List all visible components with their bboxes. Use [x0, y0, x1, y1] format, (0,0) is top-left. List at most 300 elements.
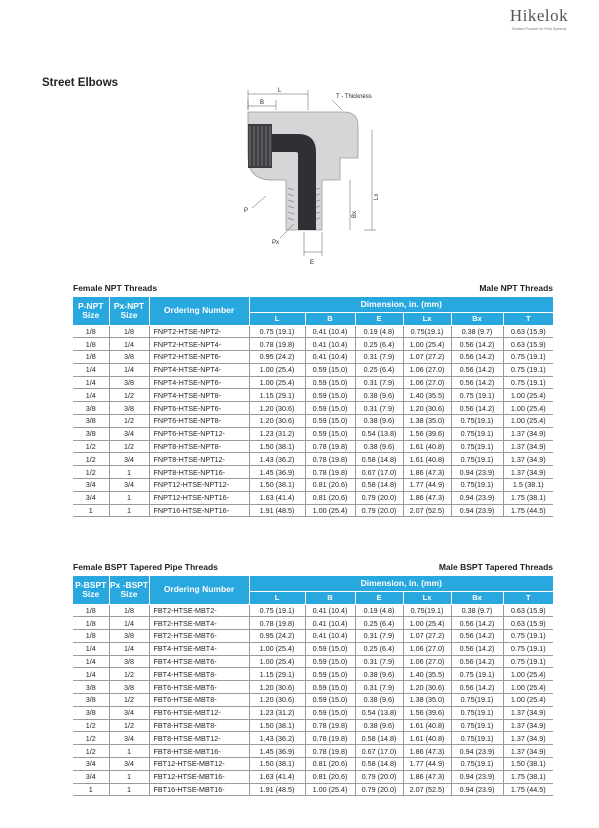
table-cell: 0.41 (10.4)	[305, 630, 355, 643]
table-cell: FBT2-HTSE-MBT4-	[149, 617, 249, 630]
table-cell: 1.00 (25.4)	[503, 694, 553, 707]
table-cell: 1/2	[73, 466, 109, 479]
table-cell: 0.79 (20.0)	[355, 491, 403, 504]
table-cell: 0.59 (15.0)	[305, 402, 355, 415]
table-cell: FNPT12-HTSE-NPT12-	[149, 479, 249, 492]
table-cell: FBT2-HTSE-MBT6-	[149, 630, 249, 643]
table-cell: 0.31 (7.9)	[355, 655, 403, 668]
table-cell: 3/8	[73, 681, 109, 694]
table-cell: 1.00 (25.4)	[249, 642, 305, 655]
table-cell: 0.75 (19.1)	[503, 655, 553, 668]
table-cell: 0.79 (20.0)	[355, 504, 403, 517]
table-cell: 0.75 (19.1)	[249, 604, 305, 617]
brand-name: Hikelok	[509, 6, 569, 25]
table-cell: 1.45 (36.9)	[249, 466, 305, 479]
table-cell: 0.56 (14.2)	[451, 617, 503, 630]
table-cell: 0.75(19.1)	[451, 732, 503, 745]
table-cell: 1/4	[73, 668, 109, 681]
table-cell: FNPT8-HTSE-NPT8-	[149, 440, 249, 453]
table-cell: 0.75(19.1)	[403, 325, 451, 338]
table-row	[73, 479, 553, 492]
table-cell: FNPT16-HTSE-NPT16-	[149, 504, 249, 517]
table-row	[73, 630, 553, 643]
table-cell: FBT16-HTSE-MBT16-	[149, 783, 249, 796]
table-cell: 0.94 (23.9)	[451, 770, 503, 783]
table-cell: 1.86 (47.3)	[403, 466, 451, 479]
table-row	[73, 453, 553, 466]
table-cell: 1.37 (34.9)	[503, 453, 553, 466]
label-L: L	[278, 88, 282, 94]
table-cell: 1.61 (40.8)	[403, 453, 451, 466]
label-B: B	[260, 100, 265, 106]
table-cell: 0.75 (19.1)	[503, 642, 553, 655]
table-cell: 1.20 (30.6)	[403, 402, 451, 415]
table-cell: 1.40 (35.5)	[403, 389, 451, 402]
table-cell: 1/2	[109, 389, 149, 402]
table-cell: 1.00 (25.4)	[503, 389, 553, 402]
table-cell: 1.63 (41.4)	[249, 770, 305, 783]
table-cell: 1/2	[73, 440, 109, 453]
table-cell: 0.75(19.1)	[451, 758, 503, 771]
table-cell: FBT6-HTSE-MBT6-	[149, 681, 249, 694]
table-cell: 1/2	[109, 719, 149, 732]
table-cell: 0.94 (23.9)	[451, 783, 503, 796]
bspt-header-p-size: P-BSPT Size	[73, 576, 109, 604]
table-cell: 1.50 (38.1)	[249, 479, 305, 492]
table-cell: FNPT8-HTSE-NPT12-	[149, 453, 249, 466]
table-cell: 1/2	[73, 732, 109, 745]
table-row	[73, 681, 553, 694]
table-cell: 1.23 (31.2)	[249, 427, 305, 440]
table-cell: 1	[109, 491, 149, 504]
table-cell: 1.00 (25.4)	[503, 415, 553, 428]
table-cell: 3/8	[109, 376, 149, 389]
table-cell: 1/8	[73, 617, 109, 630]
table-cell: 0.41 (10.4)	[305, 325, 355, 338]
table-cell: 0.31 (7.9)	[355, 681, 403, 694]
table-cell: FNPT2-HTSE-NPT6-	[149, 351, 249, 364]
bspt-table-heading	[73, 562, 553, 572]
table-row	[73, 732, 553, 745]
table-cell: 1/2	[109, 440, 149, 453]
table-cell: 0.94 (23.9)	[451, 504, 503, 517]
table-cell: FNPT6-HTSE-NPT12-	[149, 427, 249, 440]
table-cell: 1.20 (30.6)	[249, 415, 305, 428]
npt-male-title: Male NPT Threads	[479, 283, 553, 293]
table-cell: 1.37 (34.9)	[503, 466, 553, 479]
female-thread-bore	[248, 124, 272, 168]
table-cell: 0.81 (20.6)	[305, 770, 355, 783]
table-cell: 0.59 (15.0)	[305, 655, 355, 668]
table-cell: 1/2	[109, 668, 149, 681]
table-cell: 1/4	[73, 389, 109, 402]
table-cell: 1.00 (25.4)	[305, 504, 355, 517]
table-cell: 0.25 (6.4)	[355, 363, 403, 376]
table-cell: 0.78 (19.8)	[305, 732, 355, 745]
npt-table-body	[73, 325, 553, 517]
table-row	[73, 376, 553, 389]
table-cell: 1.50 (38.1)	[249, 719, 305, 732]
label-thickness: T - Thickness	[336, 94, 372, 100]
table-cell: 1	[109, 783, 149, 796]
npt-header-Lx: Lx	[403, 312, 451, 325]
table-cell: 0.56 (14.2)	[451, 681, 503, 694]
table-cell: FBT4-HTSE-MBT8-	[149, 668, 249, 681]
table-cell: 0.75(19.1)	[451, 706, 503, 719]
npt-header-E: E	[355, 312, 403, 325]
bspt-header-T: T	[503, 591, 553, 604]
table-cell: 2.07 (52.5)	[403, 783, 451, 796]
table-cell: 1.37 (34.9)	[503, 706, 553, 719]
table-row	[73, 491, 553, 504]
table-cell: 1.43 (36.2)	[249, 732, 305, 745]
table-cell: 3/8	[73, 415, 109, 428]
table-cell: FNPT4-HTSE-NPT4-	[149, 363, 249, 376]
table-cell: 0.25 (6.4)	[355, 617, 403, 630]
table-row	[73, 642, 553, 655]
table-cell: 0.81 (20.6)	[305, 758, 355, 771]
table-cell: 1.56 (39.6)	[403, 706, 451, 719]
table-cell: 3/8	[109, 630, 149, 643]
table-cell: 1/8	[73, 325, 109, 338]
bspt-male-title: Male BSPT Tapered Threads	[438, 562, 553, 572]
table-cell: 1.75 (44.5)	[503, 783, 553, 796]
bspt-header-ordering: Ordering Number	[149, 576, 249, 604]
table-cell: 0.54 (13.8)	[355, 706, 403, 719]
table-cell: 1.50 (38.1)	[249, 440, 305, 453]
table-cell: 0.19 (4.8)	[355, 604, 403, 617]
table-cell: 0.38 (9.6)	[355, 668, 403, 681]
table-cell: FNPT12-HTSE-NPT16-	[149, 491, 249, 504]
table-cell: 1/2	[73, 719, 109, 732]
table-cell: 0.63 (15.9)	[503, 338, 553, 351]
table-cell: 0.56 (14.2)	[451, 338, 503, 351]
table-row	[73, 770, 553, 783]
table-cell: 3/8	[109, 655, 149, 668]
table-cell: 0.41 (10.4)	[305, 338, 355, 351]
table-cell: 1/8	[73, 630, 109, 643]
table-row	[73, 402, 553, 415]
table-cell: 0.31 (7.9)	[355, 630, 403, 643]
table-cell: FBT2-HTSE-MBT2-	[149, 604, 249, 617]
table-cell: 0.63 (15.9)	[503, 617, 553, 630]
street-elbow-drawing	[236, 84, 416, 268]
label-P: P	[244, 208, 249, 214]
npt-header-p-size: P-NPT Size	[73, 297, 109, 325]
table-cell: 0.78 (19.8)	[249, 338, 305, 351]
table-cell: 0.56 (14.2)	[451, 376, 503, 389]
table-row	[73, 325, 553, 338]
table-cell: 0.75(19.1)	[451, 694, 503, 707]
table-cell: 1.00 (25.4)	[249, 376, 305, 389]
table-cell: 3/8	[73, 706, 109, 719]
table-cell: 0.75(19.1)	[451, 719, 503, 732]
table-cell: 1.00 (25.4)	[305, 783, 355, 796]
table-cell: 0.75(19.1)	[451, 440, 503, 453]
table-cell: 0.75(19.1)	[451, 479, 503, 492]
table-cell: 0.56 (14.2)	[451, 363, 503, 376]
table-cell: 0.38 (9.6)	[355, 440, 403, 453]
table-cell: 3/4	[73, 770, 109, 783]
table-row	[73, 604, 553, 617]
table-cell: 0.58 (14.8)	[355, 758, 403, 771]
table-cell: 0.59 (15.0)	[305, 363, 355, 376]
table-cell: 0.78 (19.8)	[249, 617, 305, 630]
table-cell: 1.37 (34.9)	[503, 440, 553, 453]
table-cell: 1.20 (30.6)	[403, 681, 451, 694]
table-cell: 1.06 (27.0)	[403, 376, 451, 389]
table-cell: 0.81 (20.6)	[305, 491, 355, 504]
table-cell: 0.59 (15.0)	[305, 427, 355, 440]
table-cell: 0.41 (10.4)	[305, 604, 355, 617]
table-cell: 1.75 (44.5)	[503, 504, 553, 517]
table-cell: 0.41 (10.4)	[305, 351, 355, 364]
table-cell: 1.40 (35.5)	[403, 668, 451, 681]
bspt-header-Bx: Bx	[451, 591, 503, 604]
npt-header-dimension: Dimension, in. (mm)	[249, 297, 553, 312]
table-cell: 0.75 (19.1)	[451, 668, 503, 681]
table-cell: 0.94 (23.9)	[451, 466, 503, 479]
table-cell: 1/4	[73, 363, 109, 376]
table-cell: 0.59 (15.0)	[305, 706, 355, 719]
table-cell: 0.56 (14.2)	[451, 402, 503, 415]
table-cell: 3/8	[109, 681, 149, 694]
table-cell: 1.23 (31.2)	[249, 706, 305, 719]
table-cell: FBT4-HTSE-MBT6-	[149, 655, 249, 668]
table-cell: 3/8	[73, 694, 109, 707]
table-cell: 1.00 (25.4)	[249, 655, 305, 668]
table-cell: 0.78 (19.8)	[305, 745, 355, 758]
bspt-header-E: E	[355, 591, 403, 604]
npt-table-wrap	[73, 297, 553, 517]
table-cell: 1	[109, 745, 149, 758]
table-row	[73, 338, 553, 351]
table-cell: 1.00 (25.4)	[403, 338, 451, 351]
table-cell: 0.75(19.1)	[451, 415, 503, 428]
table-cell: 1/2	[73, 745, 109, 758]
table-cell: 1.91 (48.5)	[249, 504, 305, 517]
table-cell: 0.81 (20.6)	[305, 479, 355, 492]
table-cell: 0.75 (19.1)	[451, 389, 503, 402]
table-cell: 0.79 (20.0)	[355, 770, 403, 783]
bspt-header-dimension: Dimension, in. (mm)	[249, 576, 553, 591]
table-cell: 1.00 (25.4)	[503, 681, 553, 694]
table-cell: 0.38 (9.6)	[355, 415, 403, 428]
table-row	[73, 440, 553, 453]
npt-header-px-size: Px-NPT Size	[109, 297, 149, 325]
table-cell: 0.78 (19.8)	[305, 719, 355, 732]
table-cell: 1.38 (35.0)	[403, 694, 451, 707]
table-cell: 1.61 (40.8)	[403, 732, 451, 745]
npt-header-B: B	[305, 312, 355, 325]
bspt-header-L: L	[249, 591, 305, 604]
table-cell: 0.59 (15.0)	[305, 642, 355, 655]
table-cell: 0.94 (23.9)	[451, 491, 503, 504]
table-cell: 1.20 (30.6)	[249, 402, 305, 415]
table-cell: 0.95 (24.2)	[249, 630, 305, 643]
brand-logo	[497, 6, 581, 31]
table-cell: 3/4	[109, 453, 149, 466]
table-cell: 1.50 (38.1)	[503, 758, 553, 771]
table-cell: 0.38 (9.6)	[355, 694, 403, 707]
table-row	[73, 351, 553, 364]
table-cell: 1.77 (44.9)	[403, 758, 451, 771]
table-cell: 1.00 (25.4)	[503, 402, 553, 415]
table-cell: 1/2	[109, 415, 149, 428]
npt-table	[73, 297, 553, 517]
table-cell: FNPT6-HTSE-NPT6-	[149, 402, 249, 415]
table-cell: 1.50 (38.1)	[249, 758, 305, 771]
table-cell: 1.15 (29.1)	[249, 668, 305, 681]
table-cell: 0.59 (15.0)	[305, 694, 355, 707]
table-cell: 0.67 (17.0)	[355, 745, 403, 758]
table-row	[73, 504, 553, 517]
npt-header-Bx: Bx	[451, 312, 503, 325]
table-cell: 0.95 (24.2)	[249, 351, 305, 364]
table-cell: 0.58 (14.8)	[355, 732, 403, 745]
table-cell: 1.45 (36.9)	[249, 745, 305, 758]
label-Bx: Bx	[352, 210, 358, 218]
table-row	[73, 745, 553, 758]
table-cell: 1.07 (27.2)	[403, 630, 451, 643]
table-cell: FBT12-HTSE-MBT16-	[149, 770, 249, 783]
table-row	[73, 427, 553, 440]
brand-tagline: Solution Provider for Fluid Systems	[511, 27, 567, 31]
table-cell: 3/4	[109, 732, 149, 745]
table-cell: 1.86 (47.3)	[403, 770, 451, 783]
npt-header-T: T	[503, 312, 553, 325]
table-cell: 0.78 (19.8)	[305, 440, 355, 453]
table-cell: 1/8	[73, 604, 109, 617]
table-cell: 1.91 (48.5)	[249, 783, 305, 796]
table-cell: 0.56 (14.2)	[451, 630, 503, 643]
table-cell: 1.37 (34.9)	[503, 732, 553, 745]
table-cell: FNPT8-HTSE-NPT16-	[149, 466, 249, 479]
table-cell: 1.37 (34.9)	[503, 719, 553, 732]
table-row	[73, 389, 553, 402]
table-cell: 0.75 (19.1)	[503, 351, 553, 364]
table-cell: 0.38 (9.6)	[355, 389, 403, 402]
table-cell: 1.38 (35.0)	[403, 415, 451, 428]
table-cell: 0.56 (14.2)	[451, 351, 503, 364]
table-cell: 0.75 (19.1)	[503, 630, 553, 643]
label-Px: Px	[272, 240, 280, 246]
table-cell: 0.38 (9.7)	[451, 325, 503, 338]
table-cell: 1/8	[73, 338, 109, 351]
table-cell: 1/4	[73, 642, 109, 655]
table-cell: 2.07 (52.5)	[403, 504, 451, 517]
table-cell: 1.37 (34.9)	[503, 745, 553, 758]
table-cell: 0.31 (7.9)	[355, 402, 403, 415]
table-cell: 0.56 (14.2)	[451, 655, 503, 668]
table-cell: 0.63 (15.9)	[503, 604, 553, 617]
table-cell: FBT6-HTSE-MBT8-	[149, 694, 249, 707]
bspt-table-body	[73, 604, 553, 796]
table-cell: FBT8-HTSE-MBT8-	[149, 719, 249, 732]
table-cell: 1.37 (34.9)	[503, 427, 553, 440]
npt-female-title: Female NPT Threads	[73, 283, 158, 293]
table-cell: FBT8-HTSE-MBT16-	[149, 745, 249, 758]
table-cell: 0.38 (9.7)	[451, 604, 503, 617]
bspt-female-title: Female BSPT Tapered Pipe Threads	[73, 562, 218, 572]
table-cell: 0.78 (19.8)	[305, 466, 355, 479]
table-cell: 0.63 (15.9)	[503, 325, 553, 338]
table-cell: 1/4	[73, 655, 109, 668]
table-cell: 1	[109, 504, 149, 517]
table-cell: 1.15 (29.1)	[249, 389, 305, 402]
bspt-table-wrap	[73, 576, 553, 796]
table-cell: 1.5 (38.1)	[503, 479, 553, 492]
table-cell: 3/4	[109, 479, 149, 492]
table-cell: 1.61 (40.8)	[403, 440, 451, 453]
table-cell: FBT8-HTSE-MBT12-	[149, 732, 249, 745]
table-cell: FBT12-HTSE-MBT12-	[149, 758, 249, 771]
table-cell: FNPT4-HTSE-NPT6-	[149, 376, 249, 389]
table-cell: 1.07 (27.2)	[403, 351, 451, 364]
table-cell: FBT6-HTSE-MBT12-	[149, 706, 249, 719]
table-cell: 1.86 (47.3)	[403, 491, 451, 504]
bspt-table	[73, 576, 553, 796]
table-cell: 3/8	[73, 427, 109, 440]
npt-header-ordering: Ordering Number	[149, 297, 249, 325]
table-cell: 0.75 (19.1)	[503, 376, 553, 389]
table-cell: 1.86 (47.3)	[403, 745, 451, 758]
table-cell: 1.61 (40.8)	[403, 719, 451, 732]
table-cell: FNPT2-HTSE-NPT2-	[149, 325, 249, 338]
table-cell: 0.67 (17.0)	[355, 466, 403, 479]
table-cell: 1.06 (27.0)	[403, 655, 451, 668]
bspt-header-B: B	[305, 591, 355, 604]
table-cell: 1.63 (41.4)	[249, 491, 305, 504]
table-cell: 0.25 (6.4)	[355, 338, 403, 351]
table-cell: 1/4	[109, 642, 149, 655]
table-cell: 0.75(19.1)	[403, 604, 451, 617]
table-cell: 1	[73, 783, 109, 796]
table-cell: 0.59 (15.0)	[305, 668, 355, 681]
table-cell: 1.75 (38.1)	[503, 491, 553, 504]
table-cell: 1.06 (27.0)	[403, 642, 451, 655]
table-cell: 1/8	[109, 325, 149, 338]
table-cell: 0.75 (19.1)	[503, 363, 553, 376]
table-row	[73, 694, 553, 707]
table-cell: 0.31 (7.9)	[355, 376, 403, 389]
table-cell: 0.75(19.1)	[451, 427, 503, 440]
table-cell: 1.77 (44.9)	[403, 479, 451, 492]
label-E: E	[310, 260, 315, 266]
table-row	[73, 783, 553, 796]
bspt-header-Lx: Lx	[403, 591, 451, 604]
table-cell: 1.00 (25.4)	[249, 363, 305, 376]
table-row	[73, 655, 553, 668]
npt-header-L: L	[249, 312, 305, 325]
table-cell: FNPT6-HTSE-NPT8-	[149, 415, 249, 428]
table-cell: 0.75(19.1)	[451, 453, 503, 466]
table-cell: 0.58 (14.8)	[355, 479, 403, 492]
table-cell: 1.20 (30.6)	[249, 681, 305, 694]
table-cell: 0.41 (10.4)	[305, 617, 355, 630]
label-Lx: Lx	[374, 193, 380, 200]
table-cell: 1/2	[109, 694, 149, 707]
table-cell: 0.31 (7.9)	[355, 351, 403, 364]
table-cell: 1/4	[109, 338, 149, 351]
npt-table-heading	[73, 283, 553, 293]
table-cell: 3/4	[73, 479, 109, 492]
table-cell: 3/8	[109, 402, 149, 415]
table-cell: 3/8	[109, 351, 149, 364]
table-cell: 1/4	[109, 617, 149, 630]
table-row	[73, 706, 553, 719]
table-cell: 0.58 (14.8)	[355, 453, 403, 466]
